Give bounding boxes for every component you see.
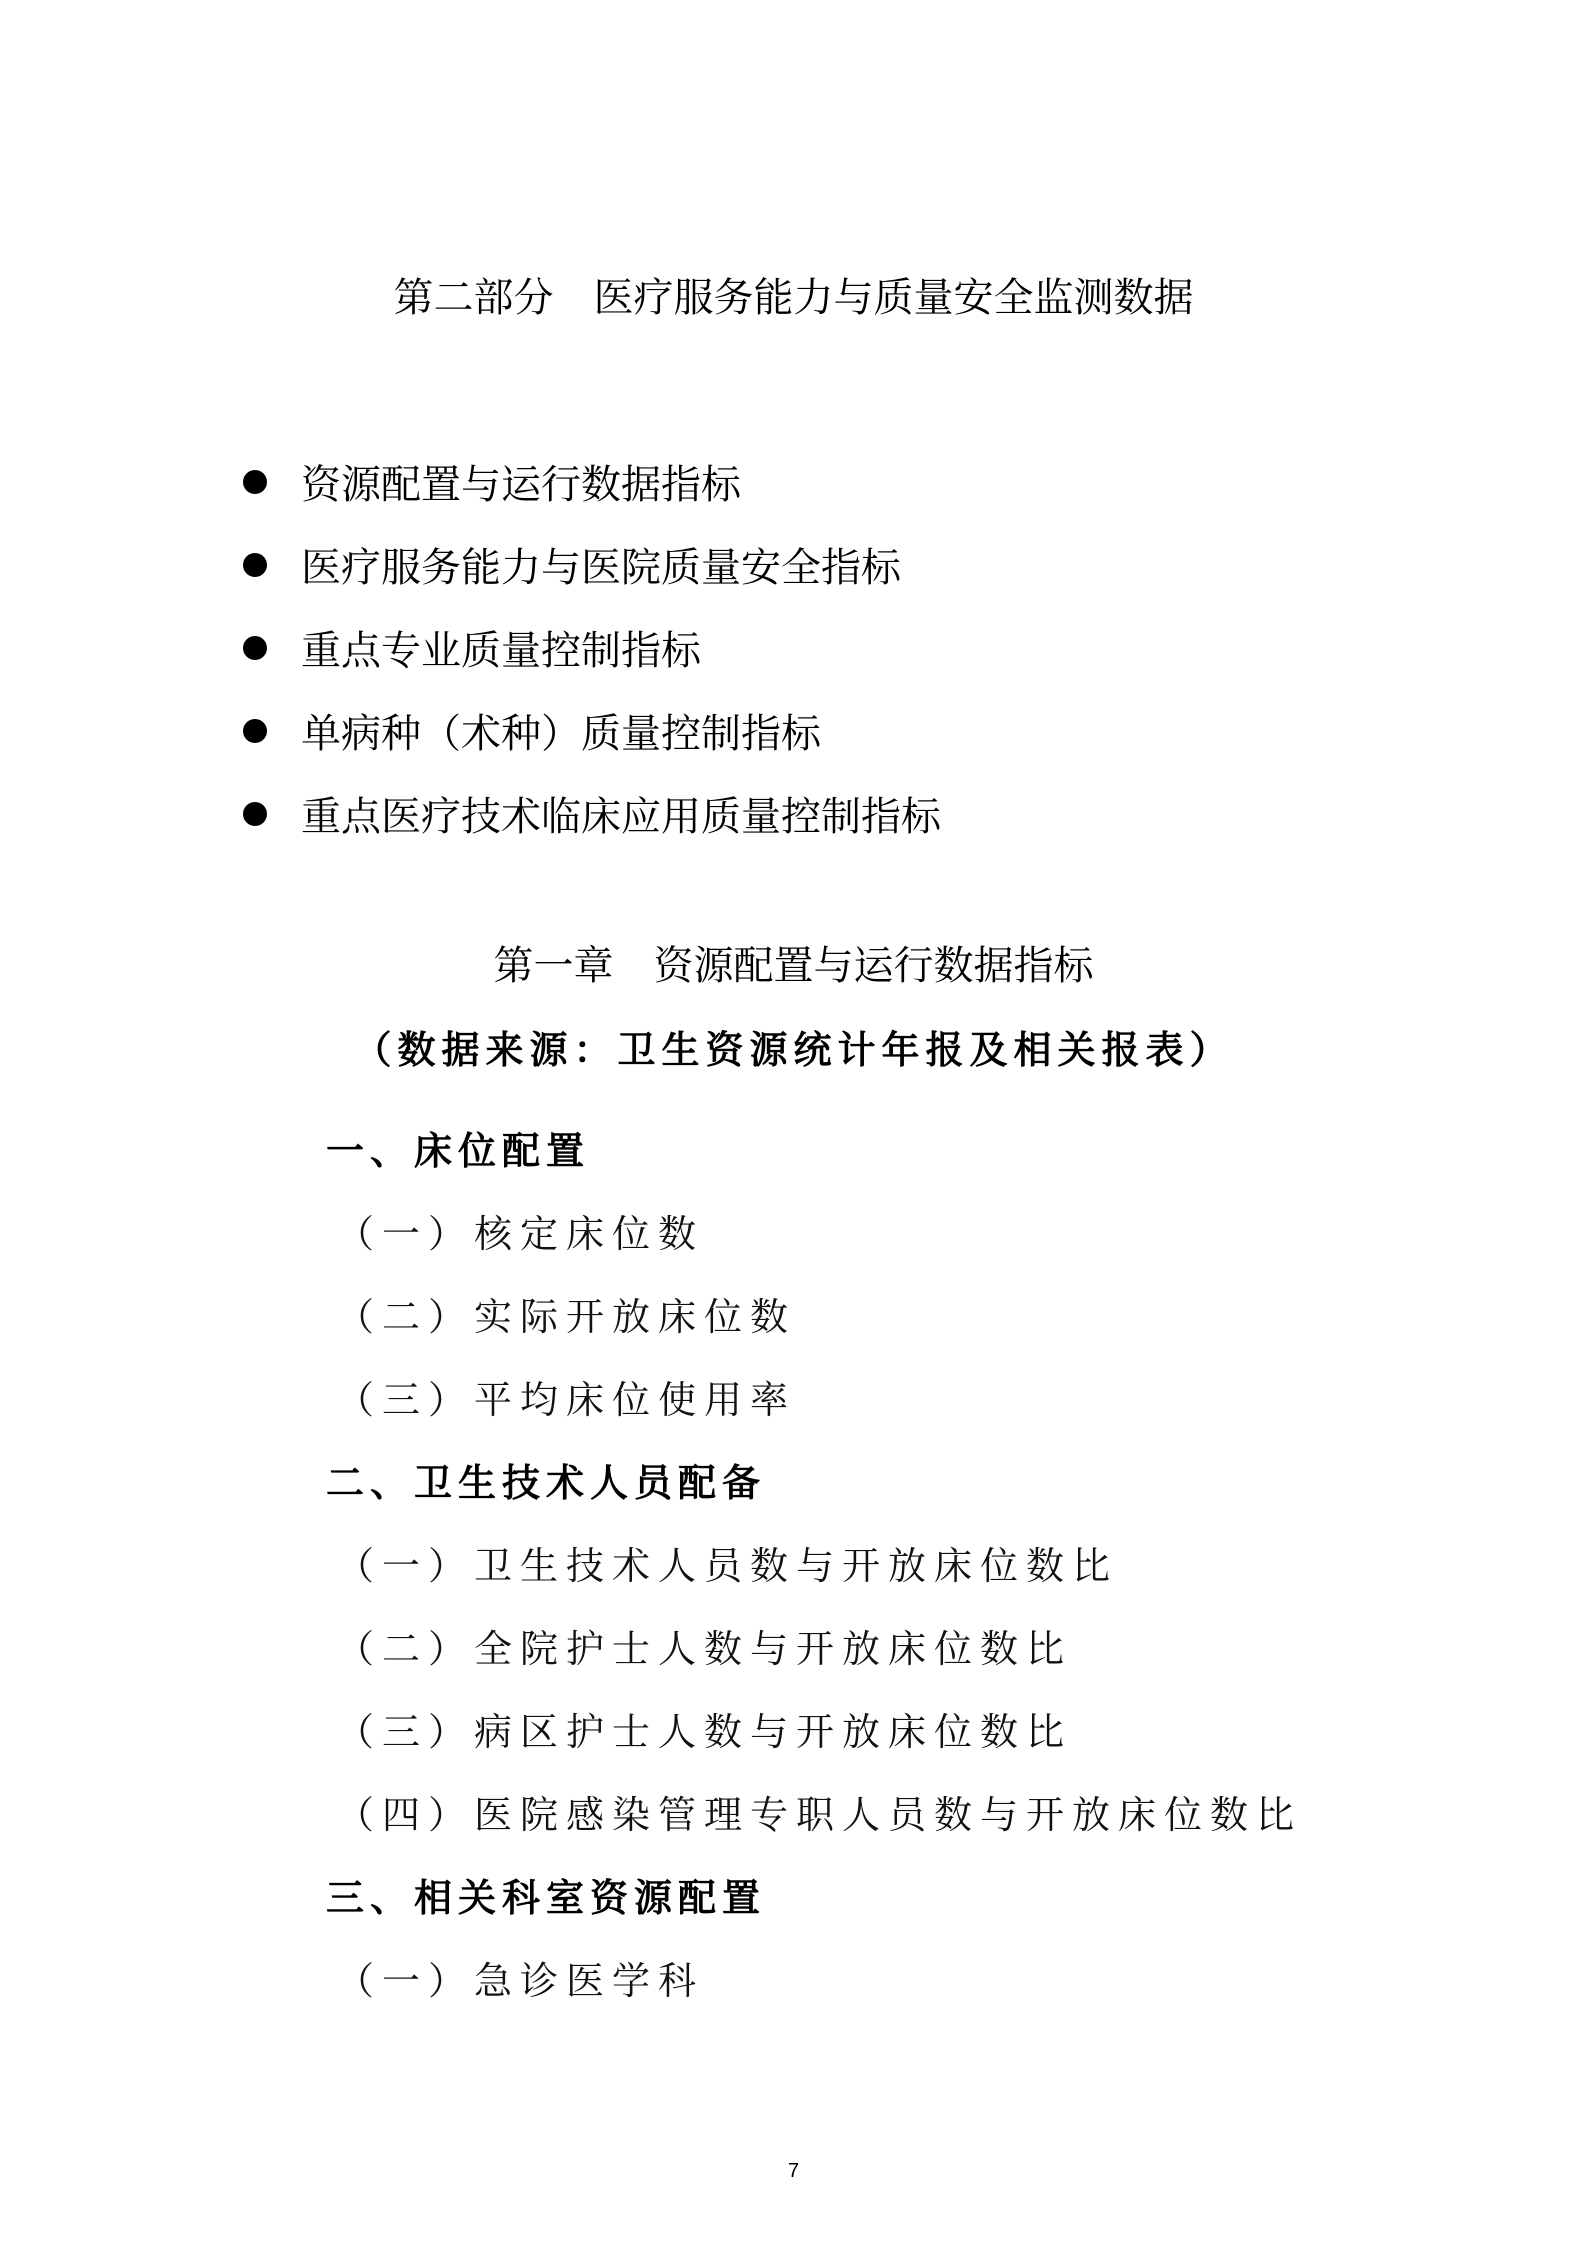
section-heading: 三、相关科室资源配置 <box>326 1875 767 1920</box>
bullet-item <box>243 440 941 523</box>
bullet-dot-icon <box>243 553 267 577</box>
sub-item: （三）病区护士人数与开放床位数比 <box>336 1710 1073 1754</box>
bullet-text: 重点医疗技术临床应用质量控制指标 <box>301 794 941 840</box>
bullet-item <box>243 772 941 855</box>
sub-item: （一）卫生技术人员数与开放床位数比 <box>336 1544 1119 1588</box>
chapter-outline <box>326 1106 1302 2019</box>
bullet-dot-icon <box>243 719 267 743</box>
sub-item: （一）核定床位数 <box>336 1212 705 1256</box>
sub-item: （三）平均床位使用率 <box>336 1378 797 1422</box>
part-title: 第二部分 医疗服务能力与质量安全监测数据 <box>393 275 1194 321</box>
bullet-dot-icon <box>243 636 267 660</box>
bullet-text: 医疗服务能力与医院质量安全指标 <box>301 545 901 591</box>
bullet-item <box>243 689 941 772</box>
section-heading: 一、床位配置 <box>326 1128 591 1173</box>
sub-item: （四）医院感染管理专职人员数与开放床位数比 <box>336 1793 1303 1837</box>
bullet-item <box>243 606 941 689</box>
bullet-text: 重点专业质量控制指标 <box>301 628 701 674</box>
bullet-item <box>243 523 941 606</box>
sub-item: （二）实际开放床位数 <box>336 1295 797 1339</box>
sub-item: （一）急诊医学科 <box>336 1959 705 2003</box>
bullet-dot-icon <box>243 470 267 494</box>
chapter-title: 第一章 资源配置与运行数据指标 <box>493 943 1094 989</box>
section-heading: 二、卫生技术人员配备 <box>326 1460 767 1505</box>
overview-bullet-list <box>243 440 941 855</box>
page-number: 7 <box>787 2160 800 2182</box>
bullet-text: 单病种（术种）质量控制指标 <box>301 711 821 757</box>
bullet-dot-icon <box>243 802 267 826</box>
data-source-note: （数据来源：卫生资源统计年报及相关报表） <box>353 1027 1234 1072</box>
sub-item: （二）全院护士人数与开放床位数比 <box>336 1627 1073 1671</box>
bullet-text: 资源配置与运行数据指标 <box>301 462 741 508</box>
